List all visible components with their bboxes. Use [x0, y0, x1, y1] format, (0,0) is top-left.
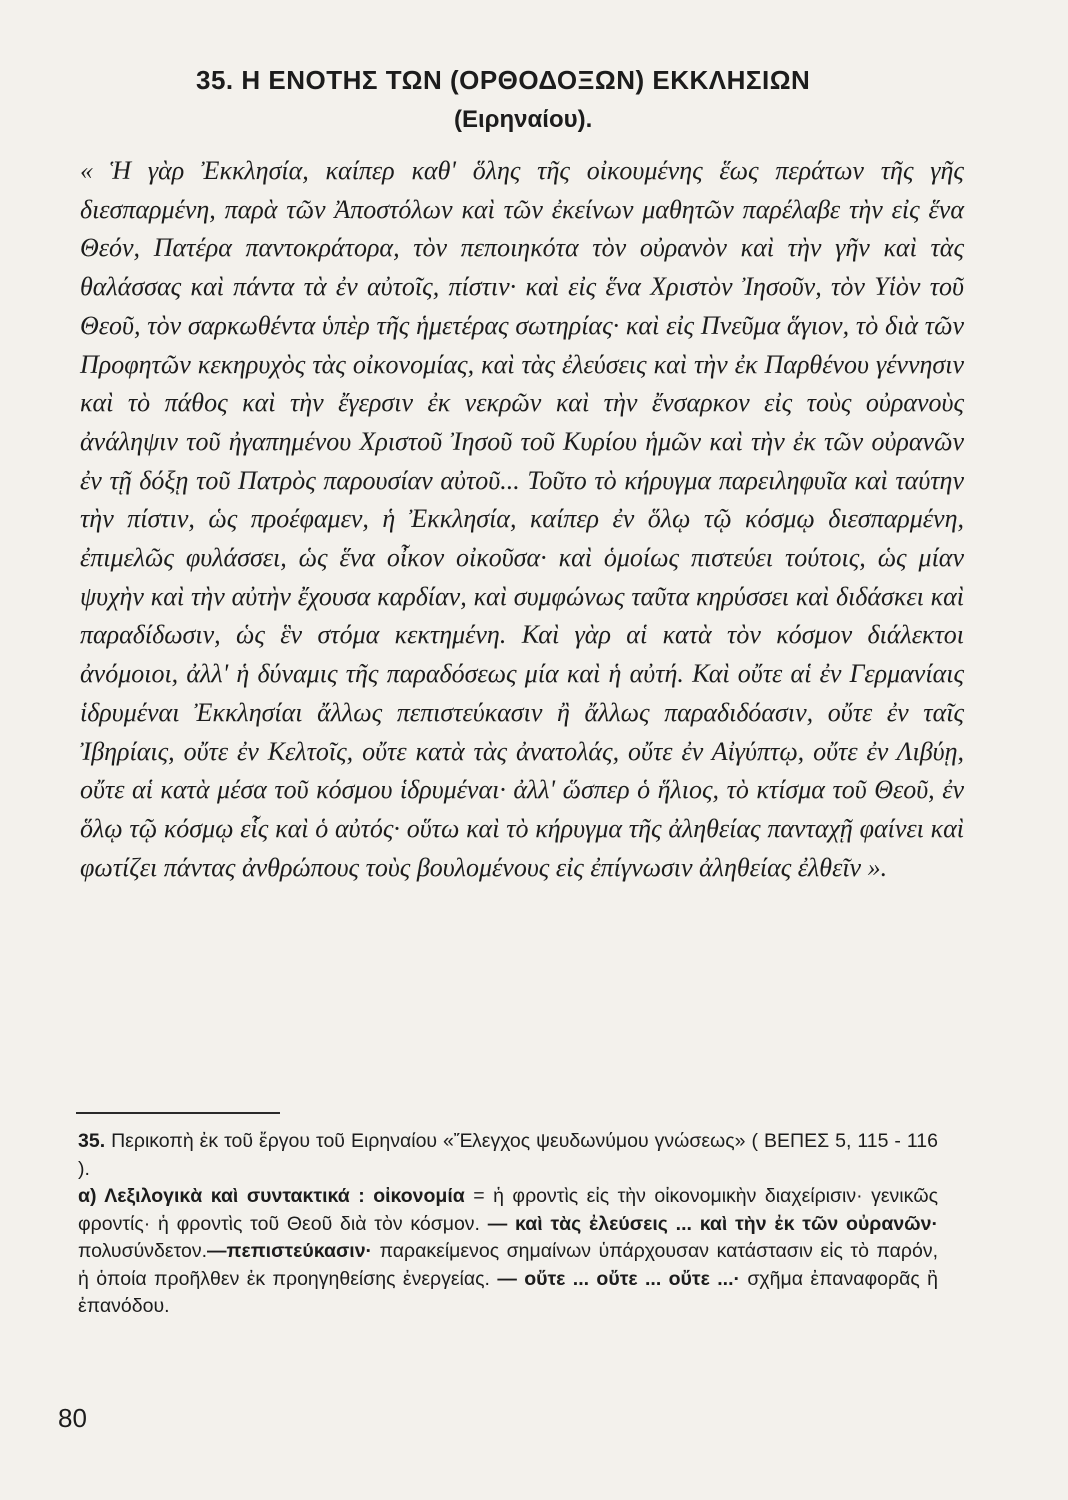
glossary-term-3: —πεπιστεύκασιν·: [207, 1240, 373, 1262]
glossary-term-2: — καὶ τὰς ἐλεύσεις ... καὶ τὴν ἐκ τῶν οὐρανῶν·: [487, 1212, 938, 1235]
glossary-term-4: — οὔτε ... οὔτε ... οὔτε ...·: [497, 1267, 740, 1290]
chapter-title: 35. Η ΕΝΟΤΗΣ ΤΩΝ (ΟΡΘΟΔΟΞΩΝ) ΕΚΚΛΗΣΙΩΝ: [196, 65, 811, 95]
footnote-glossary: [78, 1183, 938, 1321]
footnote-divider: [76, 1112, 280, 1114]
footnote-number: 35.: [78, 1130, 106, 1152]
footnote: [78, 1128, 938, 1321]
glossary-def-4: σχῆμα ἐπαναφορᾶς ἢ ἐπανόδου.: [78, 1267, 938, 1317]
footnote-source: Περικοπὴ ἐκ τοῦ ἔργου τοῦ Ειρηναίου «Ἔλεγχος ψευδωνύμου γνώσεως» ( ΒΕΠΕΣ 5, 115 - 116 ).: [78, 1130, 938, 1180]
glossary-def-3: παρακείμενος σημαίνων ὑπάρχουσαν κατάστασιν εἰς τὸ παρόν, ἡ ὁποία προῆλθεν ἐκ προηγηθείσης ἐνεργείας.: [78, 1240, 938, 1290]
glossary-term-1: οἰκονομία: [373, 1185, 465, 1207]
glossary-def-1: = ἡ φροντὶς εἰς τὴν οἰκονομικὴν διαχείρισιν· γενικῶς φροντίς· ἡ φροντὶς τοῦ Θεοῦ διὰ τὸν κόσμον.: [78, 1185, 939, 1235]
main-text: « Ἡ γὰρ Ἐκκλησία, καίπερ καθ' ὅλης τῆς οἰκουμένης ἕως περάτων τῆς γῆς διεσπαρμένη, παρὰ τῶν Ἀποστόλων καὶ τῶν ἐκείνων μαθητῶν παρέλαβε τὴν εἰς ἕνα Θεόν, Πατέρα παντοκράτορα, τὸν πεποιηκότα τὸν οὐρανὸν καὶ τὴν γῆν καὶ τὰς θαλάσσας καὶ πάντα τὰ ἐν αὐτοῖς, πίστιν· καὶ εἰς ἕνα Χριστὸν Ἰησοῦν, τὸν Υἱὸν τοῦ Θεοῦ, τὸν σαρκωθέντα ὑπὲρ τῆς ἡμετέρας σωτηρίας· καὶ εἰς Πνεῦμα ἅγιον, τὸ διὰ τῶν Προφητῶν κεκηρυχὸς τὰς οἰκονομίας, καὶ τὰς ἐλεύσεις καὶ τὴν ἐκ Παρθένου γέννησιν καὶ τὸ πάθος καὶ τὴν ἔγερσιν ἐκ νεκρῶν καὶ τὴν ἔνσαρκον εἰς τοὺς οὐρανοὺς ἀνάληψιν τοῦ ἠγαπημένου Χριστοῦ Ἰησοῦ τοῦ Κυρίου ἡμῶν καὶ τὴν ἐκ τῶν οὐρανῶν ἐν τῇ δόξῃ τοῦ Πατρὸς παρουσίαν αὐτοῦ... Τοῦτο τὸ κήρυγμα παρειληφυῖα καὶ ταύτην τὴν πίστιν, ὡς προέφαμεν, ἡ Ἐκκλησία, καίπερ ἐν ὅλῳ τῷ κόσμῳ διεσπαρμένη, ἐπιμελῶς φυλάσσει, ὡς ἕνα οἶκον οἰκοῦσα· καὶ ὁμοίως πιστεύει τούτοις, ὡς μίαν ψυχὴν καὶ τὴν αὐτὴν ἔχουσα καρδίαν, καὶ συμφώνως ταῦτα κηρύσσει καὶ διδάσκει καὶ παραδίδωσιν, ὡς ἓν στόμα κεκτημένη. Καὶ γὰρ αἱ κατὰ τὸν κόσμον διάλεκτοι ἀνόμοιοι, ἀλλ' ἡ δύναμις τῆς παραδόσεως μία καὶ ἡ αὐτή. Καὶ οὔτε αἱ ἐν Γερμανίαις ἱδρυμέναι Ἐκκλησίαι ἄλλως πεπιστεύκασιν ἢ ἄλλως παραδιδόασιν, οὔτε ἐν ταῖς Ἰβηρίαις, οὔτε ἐν Κελτοῖς, οὔτε κατὰ τὰς ἀνατολάς, οὔτε ἐν Αἰγύπτῳ, οὔτε ἐν Λιβύῃ, οὔτε αἱ κατὰ μέσα τοῦ κόσμου ἱδρυμέναι· ἀλλ' ὥσπερ ὁ ἥλιος, τὸ κτίσμα τοῦ Θεοῦ, ἐν ὅλῳ τῷ κόσμῳ εἷς καὶ ὁ αὐτός· οὕτω καὶ τὸ κήρυγμα τῆς ἀληθείας πανταχῇ φαίνει καὶ φωτίζει πάντας ἀνθρώπους τοὺς βουλομένους εἰς ἐπίγνωσιν ἀληθείας ἐλθεῖν ».: [80, 156, 964, 882]
glossary-label: α) Λεξιλογικὰ καὶ συντακτικά :: [78, 1185, 365, 1207]
page-number: 80: [58, 1403, 87, 1433]
footnote-source-line: [78, 1128, 938, 1183]
chapter-subtitle: (Ειρηναίου).: [454, 106, 593, 133]
glossary-def-2: πολυσύνδετον.: [78, 1240, 208, 1262]
